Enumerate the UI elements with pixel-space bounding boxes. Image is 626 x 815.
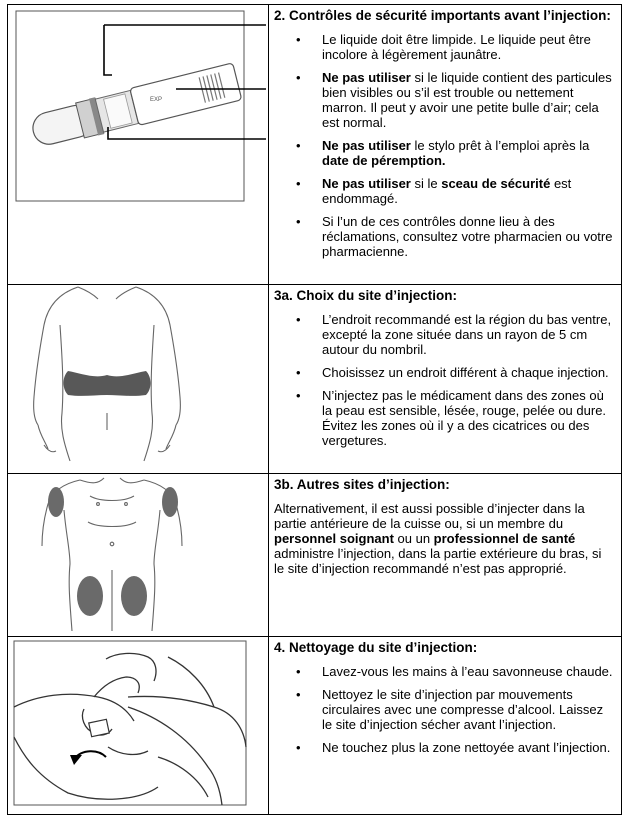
list-item (296, 687, 615, 732)
text: administre l’injection, dans la partie extérieure du bras, si le site d’injection recommandé n’est pas approprié. (274, 546, 602, 576)
text-cell (269, 474, 622, 637)
text: est endommagé. (322, 176, 572, 206)
illustration-cell (8, 285, 269, 474)
text: ou un (393, 531, 434, 546)
text: Lavez-vous les mains à l’eau savonneuse chaude. (322, 664, 613, 679)
bullet-list (274, 664, 615, 755)
bullet-list (274, 32, 615, 259)
list-item (296, 664, 615, 679)
list-item (296, 214, 615, 259)
section-title: 4. Nettoyage du site d’injection: (274, 640, 478, 655)
instructions-table (7, 4, 622, 815)
bold-text: personnel soignant (274, 531, 394, 546)
list-item (296, 176, 615, 206)
thigh-arm-injection-sites-illustration (8, 474, 266, 631)
section-row-cleaning (8, 637, 622, 815)
text: Ne touchez plus la zone nettoyée avant l’injection. (322, 740, 611, 755)
section-paragraph (274, 501, 615, 576)
list-item (296, 70, 615, 130)
text: Choisissez un endroit différent à chaque injection. (322, 365, 609, 380)
illustration-cell (8, 637, 269, 815)
text: le stylo prêt à l’emploi après la (410, 138, 590, 153)
illustration-cell (8, 474, 269, 637)
list-item (296, 32, 615, 62)
bold-text: date de péremption. (322, 153, 446, 168)
section-title: 3a. Choix du site d’injection: (274, 288, 458, 303)
bold-text: Ne pas utiliser (322, 138, 411, 153)
bold-text: Ne pas utiliser (322, 70, 411, 85)
prefilled-pen-illustration (8, 5, 266, 279)
list-item (296, 312, 615, 357)
bold-text: sceau de sécurité (441, 176, 551, 191)
pen-exp-label: EXP (150, 97, 163, 103)
section-title: 3b. Autres sites d’injection: (274, 477, 450, 492)
section-row-safety-checks (8, 5, 622, 285)
text: N’injectez pas le médicament dans des zones où la peau est sensible, lésée, rouge, pelée ou dure. Évitez les zones où il y a des cicatrices ou des vergetures. (322, 388, 607, 448)
bold-text: Ne pas utiliser (322, 176, 411, 191)
list-item (296, 388, 615, 448)
section-row-injection-site (8, 285, 622, 474)
text-cell (269, 5, 622, 285)
text: L’endroit recommandé est la région du bas ventre, excepté la zone située dans un rayon de 5 cm autour du nombril. (322, 312, 612, 357)
section-row-other-sites (8, 474, 622, 637)
abdomen-injection-site-illustration (8, 285, 266, 468)
text: si le (410, 176, 442, 191)
list-item (296, 740, 615, 755)
text: Alternativement, il est aussi possible d’injecter dans la partie antérieure de la cuisse ou, si un membre du (274, 501, 585, 531)
text: Le liquide doit être limpide. Le liquide peut être incolore à légèrement jaunâtre. (322, 32, 591, 62)
section-title: 2. Contrôles de sécurité importants avant l’injection: (274, 8, 611, 23)
bold-text: professionnel de santé (433, 531, 576, 546)
list-item (296, 138, 615, 168)
text: si le liquide contient des particules bien visibles ou s’il est trouble ou nettement marron. Il peut y avoir une petite bulle d’air; cela est normal. (322, 70, 612, 130)
bullet-list (274, 312, 615, 448)
text-cell (269, 637, 622, 815)
text: Si l’un de ces contrôles donne lieu à des réclamations, consultez votre pharmacien ou votre pharmacienne. (322, 214, 613, 259)
list-item (296, 365, 615, 380)
text: Nettoyez le site d’injection par mouvements circulaires avec une compresse d’alcool. Laissez le site d’injection sécher avant l’injection. (322, 687, 604, 732)
illustration-cell (8, 5, 269, 285)
text-cell (269, 285, 622, 474)
cleaning-injection-site-illustration (8, 637, 266, 809)
